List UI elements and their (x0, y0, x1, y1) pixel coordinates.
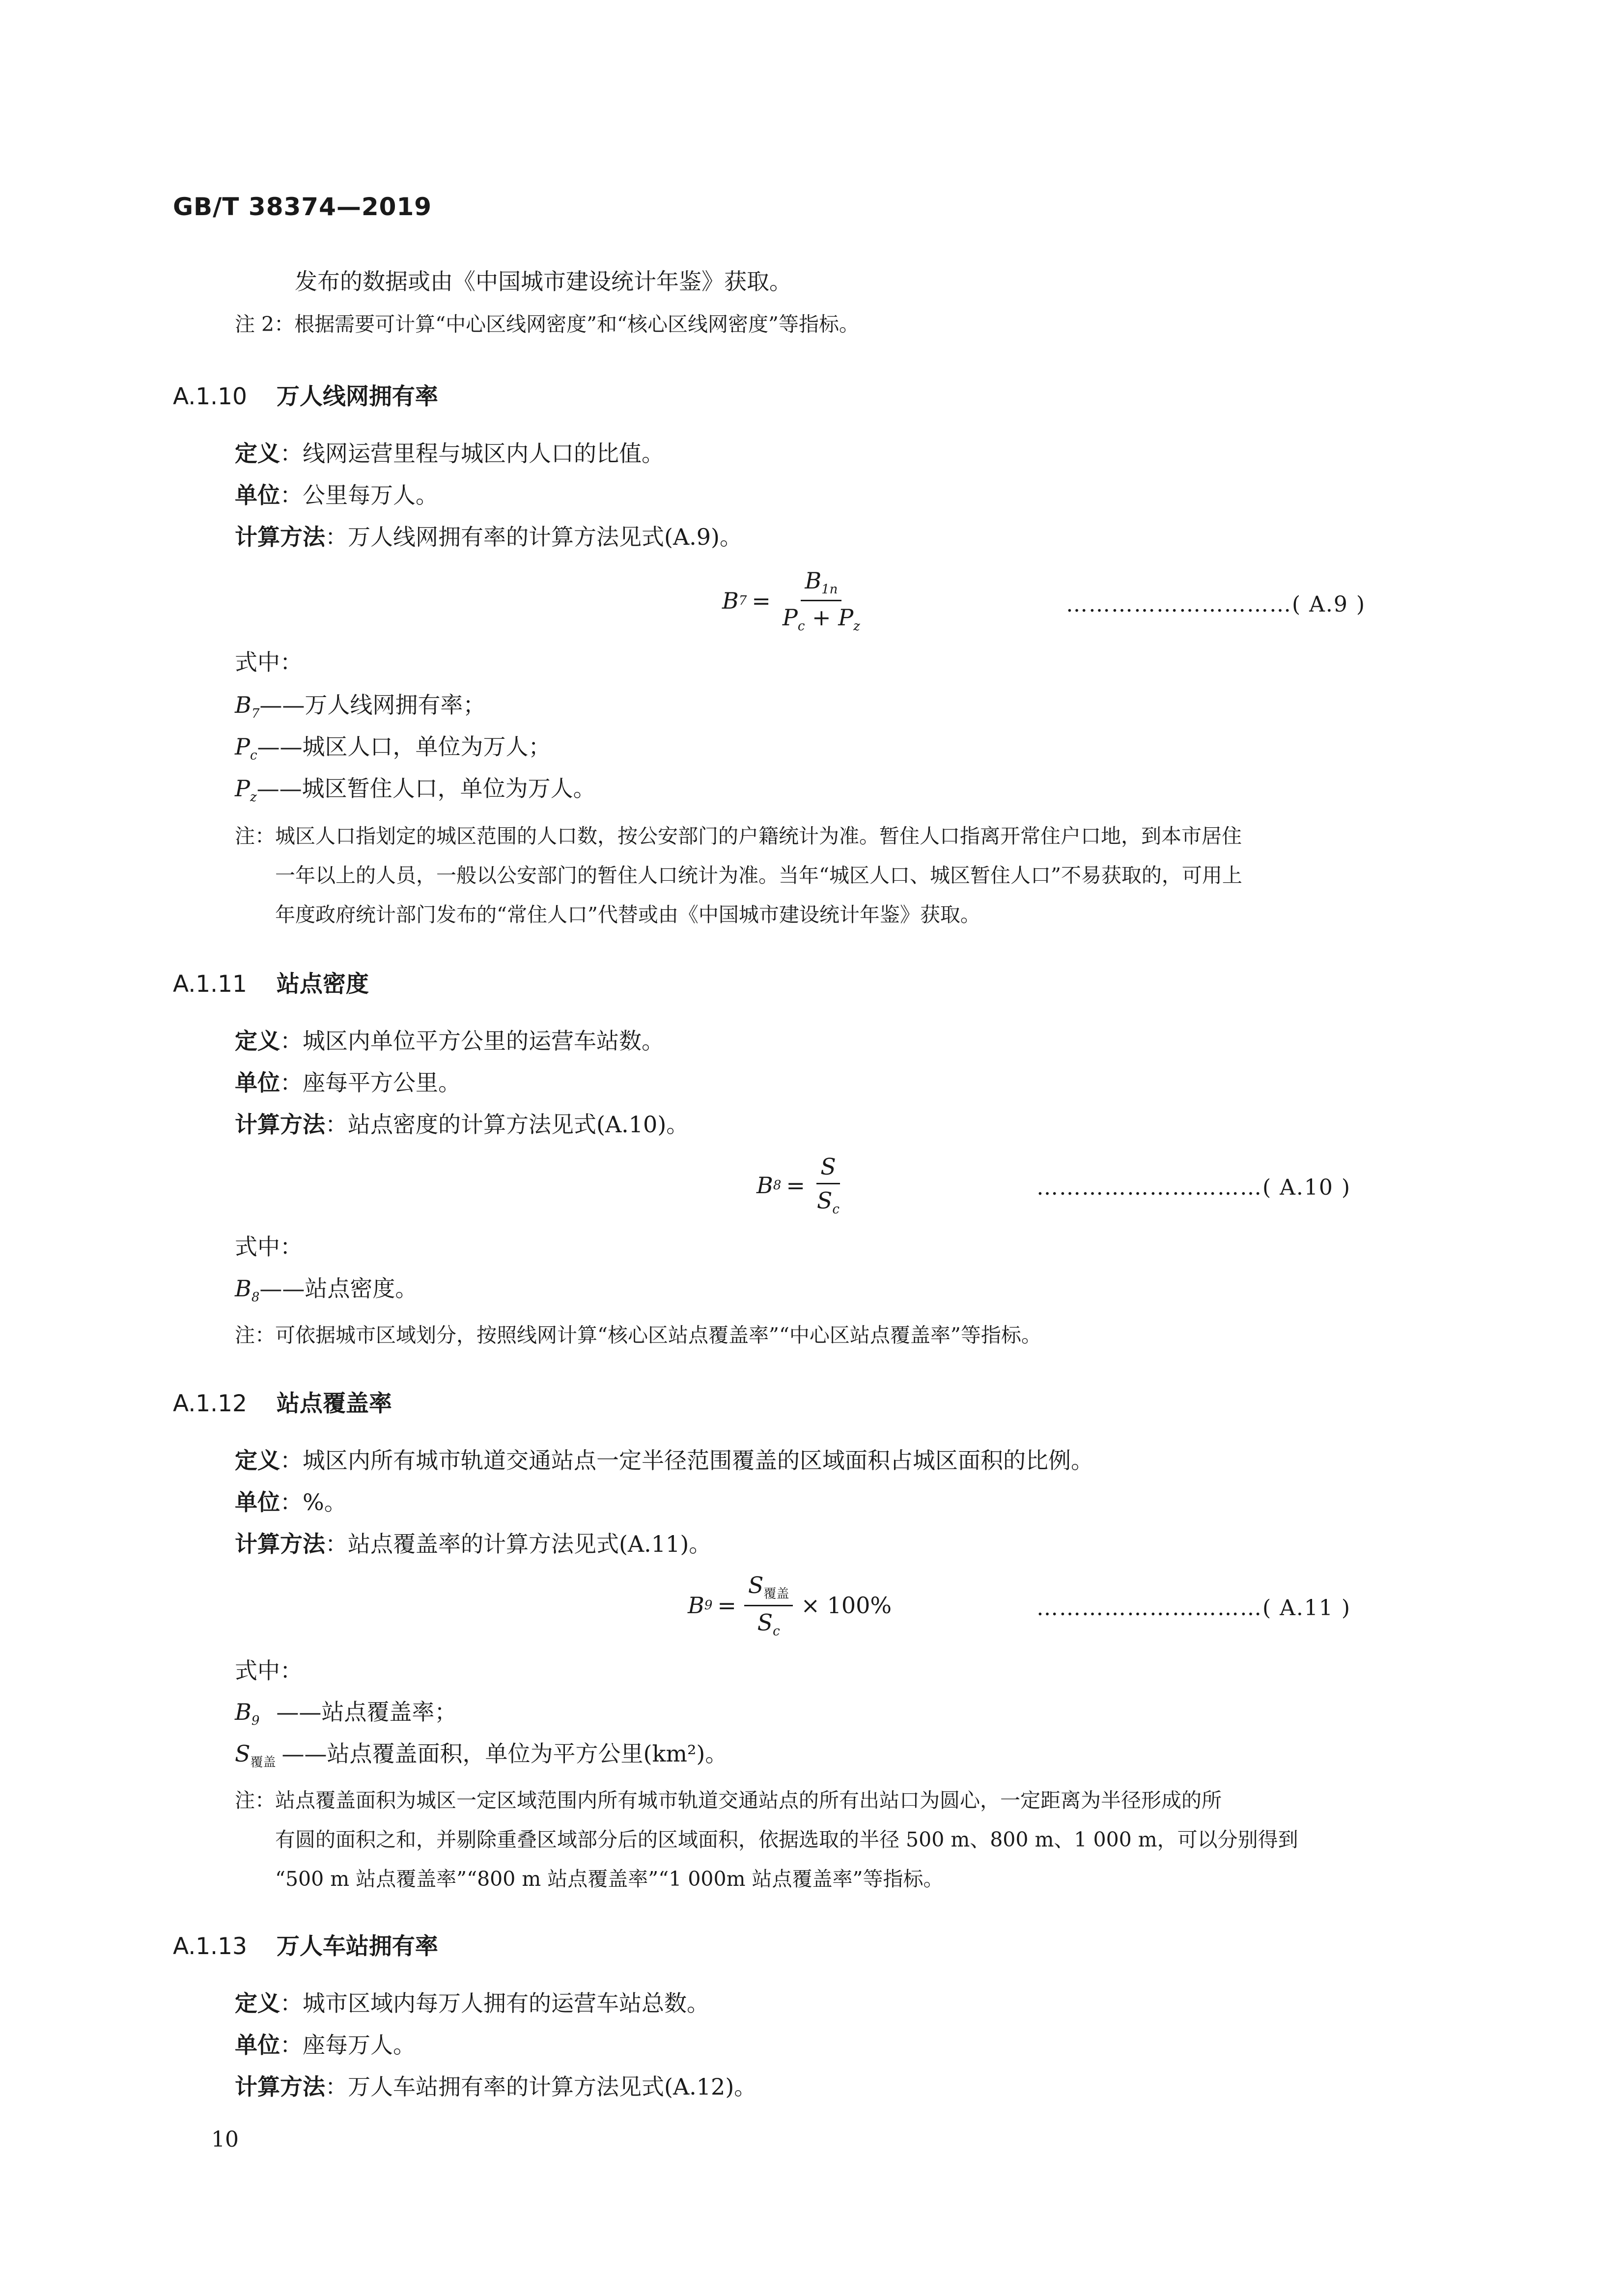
definition-label: 定义 (235, 1028, 280, 1054)
plus-sign: + (812, 604, 831, 631)
calc-method-text: 万人线网拥有率的计算方法见式(A.9)。 (348, 524, 743, 550)
var-symbol: P (235, 733, 250, 760)
calc-method-line: 计算方法：站点覆盖率的计算方法见式(A.11)。 (235, 1531, 712, 1557)
section-title: 万人车站拥有率 (276, 1933, 438, 1960)
formula-a9: B 7 = $\frac{B_{1n}}{P_c + P_z}$ (722, 567, 867, 634)
note-line: “500 m 站点覆盖率”“800 m 站点覆盖率”“1 000m 站点覆盖率”等指标。 (275, 1867, 944, 1891)
where-label: 式中： (235, 649, 303, 675)
unit-line: 单位：座每万人。 (235, 2032, 416, 2058)
formula-tag-a9 (1066, 592, 1366, 617)
definition-text: 城区内所有城市轨道交通站点一定半径范围覆盖的区域面积占城区面积的比例。 (303, 1447, 1093, 1474)
var-sub: 7 (251, 706, 260, 721)
unit-line: 单位：公里每万人。 (235, 482, 438, 508)
definition-line: 定义：城区内单位平方公里的运营车站数。 (235, 1028, 664, 1054)
formula-fraction (779, 567, 864, 634)
formula-a10: B 8 = $\frac{S}{S_c}$ (756, 1153, 846, 1217)
calc-method-line: 计算方法：万人车站拥有率的计算方法见式(A.12)。 (235, 2073, 757, 2100)
var-symbol: B (235, 1275, 252, 1302)
denominator: S (757, 1609, 773, 1636)
calc-method-label: 计算方法 (235, 2073, 325, 2100)
variable-pc (235, 735, 551, 762)
unit-line: 单位：%。 (235, 1489, 347, 1515)
formula-lhs-sub: 9 (704, 1598, 713, 1613)
denominator-1-sub: c (797, 619, 805, 634)
numerator: S (748, 1572, 764, 1598)
unit-label: 单位 (235, 482, 280, 508)
calc-method-line: 计算方法：站点密度的计算方法见式(A.10)。 (235, 1111, 689, 1138)
standard-number: GB/T 38374—2019 (173, 193, 432, 221)
unit-text: 公里每万人。 (303, 482, 438, 508)
definition-line: 定义：城区内所有城市轨道交通站点一定半径范围覆盖的区域面积占城区面积的比例。 (235, 1447, 1093, 1474)
note-line: 一年以上的人员，一般以公安部门的暂住人口统计为准。当年“城区人口、城区暂住人口”不易获取的，可用上 (275, 864, 1242, 887)
leader-dots: ………………………… (1036, 1175, 1262, 1200)
unit-label: 单位 (235, 1069, 280, 1096)
formula-fraction (813, 1153, 843, 1217)
calc-method-label: 计算方法 (235, 1111, 325, 1138)
formula-percent-factor: × 100% (801, 1592, 892, 1619)
var-symbol: S (235, 1740, 251, 1767)
variable-b8 (235, 1277, 418, 1304)
calc-method-text: 万人车站拥有率的计算方法见式(A.12)。 (348, 2073, 757, 2100)
where-label: 式中： (235, 1657, 303, 1684)
calc-method-text: 站点密度的计算方法见式(A.10)。 (348, 1111, 689, 1138)
section-heading-a1-13 (173, 1928, 438, 1961)
formula-tag-a10 (1036, 1175, 1351, 1200)
var-desc: ——万人线网拥有率； (259, 692, 486, 718)
definition-text: 线网运营里程与城区内人口的比值。 (303, 440, 664, 467)
unit-label: 单位 (235, 2032, 280, 2058)
definition-line: 定义：城市区域内每万人拥有的运营车站总数。 (235, 1990, 709, 2016)
var-symbol: B (235, 1699, 252, 1725)
note-2: 注 2：根据需要可计算“中心区线网密度”和“核心区线网密度”等指标。 (235, 312, 859, 336)
section-number: A.1.11 (173, 971, 247, 998)
var-sub: 8 (251, 1290, 260, 1305)
var-sub: c (250, 748, 257, 763)
note-line: 注：可依据城市区域划分，按照线网计算“核心区站点覆盖率”“中心区站点覆盖率”等指标。 (235, 1323, 1041, 1347)
denominator-sub: c (773, 1624, 780, 1639)
calc-method-text: 站点覆盖率的计算方法见式(A.11)。 (348, 1531, 712, 1557)
unit-line: 单位：座每平方公里。 (235, 1069, 461, 1096)
variable-pz (235, 777, 596, 804)
numerator: S (820, 1153, 836, 1180)
variable-s-coverage (235, 1742, 728, 1769)
section-number: A.1.10 (173, 383, 247, 410)
formula-number: ( A.9 ) (1292, 592, 1366, 617)
unit-label: 单位 (235, 1489, 280, 1515)
section-number: A.1.13 (173, 1933, 247, 1960)
section-title: 站点密度 (276, 971, 369, 998)
var-desc: ——城区人口，单位为万人； (257, 733, 551, 760)
definition-line: 定义：线网运营里程与城区内人口的比值。 (235, 440, 664, 467)
section-title: 万人线网拥有率 (276, 383, 438, 410)
note-line: 注：城区人口指划定的城区范围的人口数，按公安部门的户籍统计为准。暂住人口指离开常住户口地，到本市居住 (235, 824, 1242, 848)
leader-dots: ………………………… (1066, 592, 1292, 617)
unit-text: 座每万人。 (303, 2032, 416, 2058)
formula-lhs: B (756, 1172, 773, 1199)
unit-text: %。 (303, 1489, 347, 1515)
var-sub: z (250, 790, 257, 805)
var-symbol: B (235, 692, 252, 718)
leader-dots: ………………………… (1036, 1595, 1262, 1621)
calc-method-label: 计算方法 (235, 524, 325, 550)
definition-text: 城市区域内每万人拥有的运营车站总数。 (303, 1990, 709, 2016)
definition-label: 定义 (235, 440, 280, 467)
section-heading-a1-10 (173, 378, 438, 411)
section-heading-a1-12 (173, 1385, 392, 1418)
section-title: 站点覆盖率 (276, 1390, 392, 1417)
formula-lhs-sub: 7 (738, 593, 747, 608)
formula-a11: B 9 = $\frac{S_{覆盖}}{S_c}$ × 100% (688, 1572, 892, 1639)
denominator-1: P (782, 604, 798, 631)
section-number: A.1.12 (173, 1390, 247, 1417)
formula-number: ( A.11 ) (1262, 1595, 1351, 1621)
continued-text: 发布的数据或由《中国城市建设统计年鉴》获取。 (295, 268, 792, 295)
numerator: B (805, 567, 822, 594)
formula-number: ( A.10 ) (1262, 1175, 1351, 1200)
note-line: 有圆的面积之和，并剔除重叠区域部分后的区域面积，依据选取的半径 500 m、800 m、1 000 m，可以分别得到 (275, 1828, 1298, 1851)
var-sub: 9 (251, 1713, 260, 1728)
section-heading-a1-11 (173, 966, 369, 999)
calc-method-line: 计算方法：万人线网拥有率的计算方法见式(A.9)。 (235, 524, 743, 550)
variable-b9 (235, 1701, 457, 1727)
numerator-sub: 覆盖 (763, 1587, 789, 1601)
note-line: 年度政府统计部门发布的“常住人口”代替或由《中国城市建设统计年鉴》获取。 (275, 903, 980, 926)
page-number: 10 (211, 2127, 239, 2152)
denominator: S (816, 1187, 833, 1214)
denominator-2: P (838, 604, 854, 631)
formula-fraction (744, 1572, 793, 1639)
definition-label: 定义 (235, 1990, 280, 2016)
denominator-sub: c (832, 1202, 840, 1217)
formula-lhs: B (688, 1592, 704, 1619)
formula-tag-a11 (1036, 1595, 1351, 1621)
var-symbol: P (235, 775, 250, 802)
var-desc: ——站点覆盖率； (276, 1699, 457, 1725)
note-line: 注：站点覆盖面积为城区一定区域范围内所有城市轨道交通站点的所有出站口为圆心，一定距离为半径形成的所 (235, 1789, 1222, 1812)
numerator-sub: 1n (821, 582, 838, 597)
unit-text: 座每平方公里。 (303, 1069, 461, 1096)
var-desc: ——站点密度。 (259, 1275, 418, 1302)
variable-b7 (235, 694, 485, 720)
definition-label: 定义 (235, 1447, 280, 1474)
definition-text: 城区内单位平方公里的运营车站数。 (303, 1028, 664, 1054)
var-desc: ——城区暂住人口，单位为万人。 (256, 775, 596, 802)
var-desc: ——站点覆盖面积，单位为平方公里(km²)。 (281, 1740, 728, 1767)
formula-lhs-sub: 8 (773, 1177, 782, 1193)
where-label: 式中： (235, 1233, 303, 1260)
denominator-2-sub: z (853, 619, 860, 634)
var-sub: 覆盖 (250, 1755, 276, 1770)
formula-lhs: B (722, 587, 739, 614)
calc-method-label: 计算方法 (235, 1531, 325, 1557)
